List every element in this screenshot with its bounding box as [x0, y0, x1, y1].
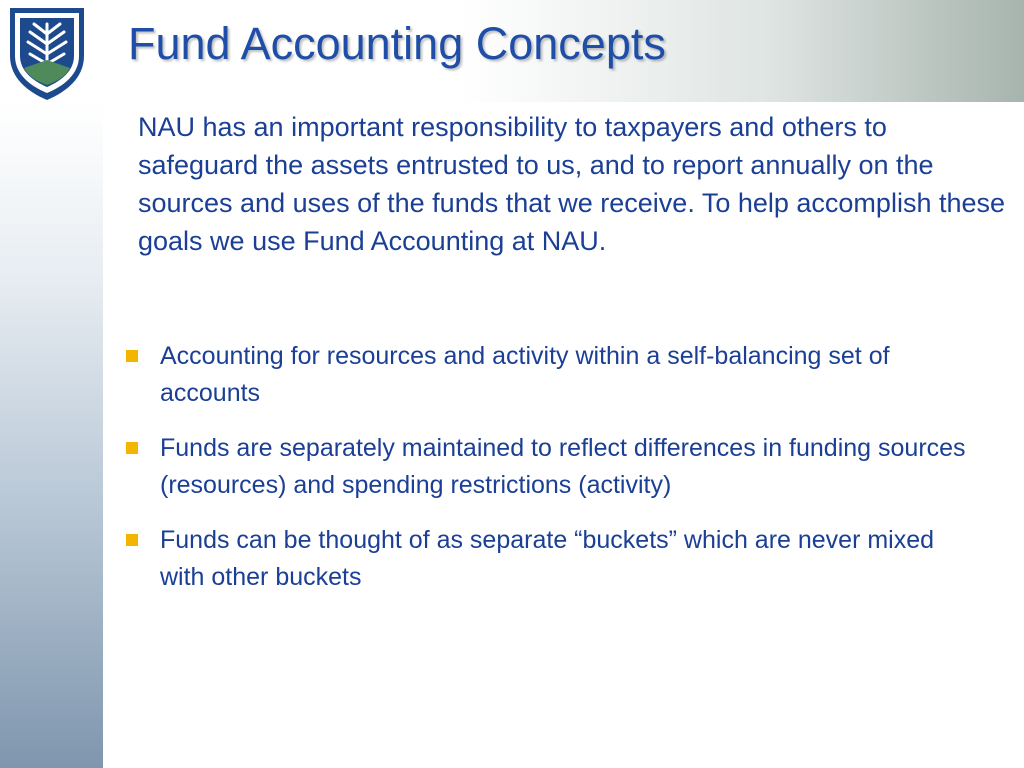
- left-sidebar-band: [0, 102, 103, 768]
- bullet-text: Funds can be thought of as separate “buckets” which are never mixed with other buckets: [160, 526, 935, 591]
- slide-title: Fund Accounting Concepts: [128, 18, 666, 69]
- bullet-list: [122, 338, 982, 614]
- bullet-text: Funds are separately maintained to reflect differences in funding sources (resources) and spending restrictions (activity): [160, 434, 966, 499]
- bullet-item: [122, 430, 982, 504]
- intro-paragraph: NAU has an important responsibility to taxpayers and others to safeguard the assets entrusted to us, and to report annually on the sources and uses of the funds that we receive. To help accomplish these goals we use Fund Accounting at NAU.: [138, 112, 1006, 256]
- square-bullet-icon: [126, 442, 138, 454]
- bullet-item: [122, 338, 982, 412]
- nau-shield-logo-icon: [6, 4, 88, 102]
- bullet-item: [122, 522, 982, 596]
- bullet-text: Accounting for resources and activity within a self-balancing set of accounts: [160, 342, 890, 407]
- square-bullet-icon: [126, 350, 138, 362]
- square-bullet-icon: [126, 534, 138, 546]
